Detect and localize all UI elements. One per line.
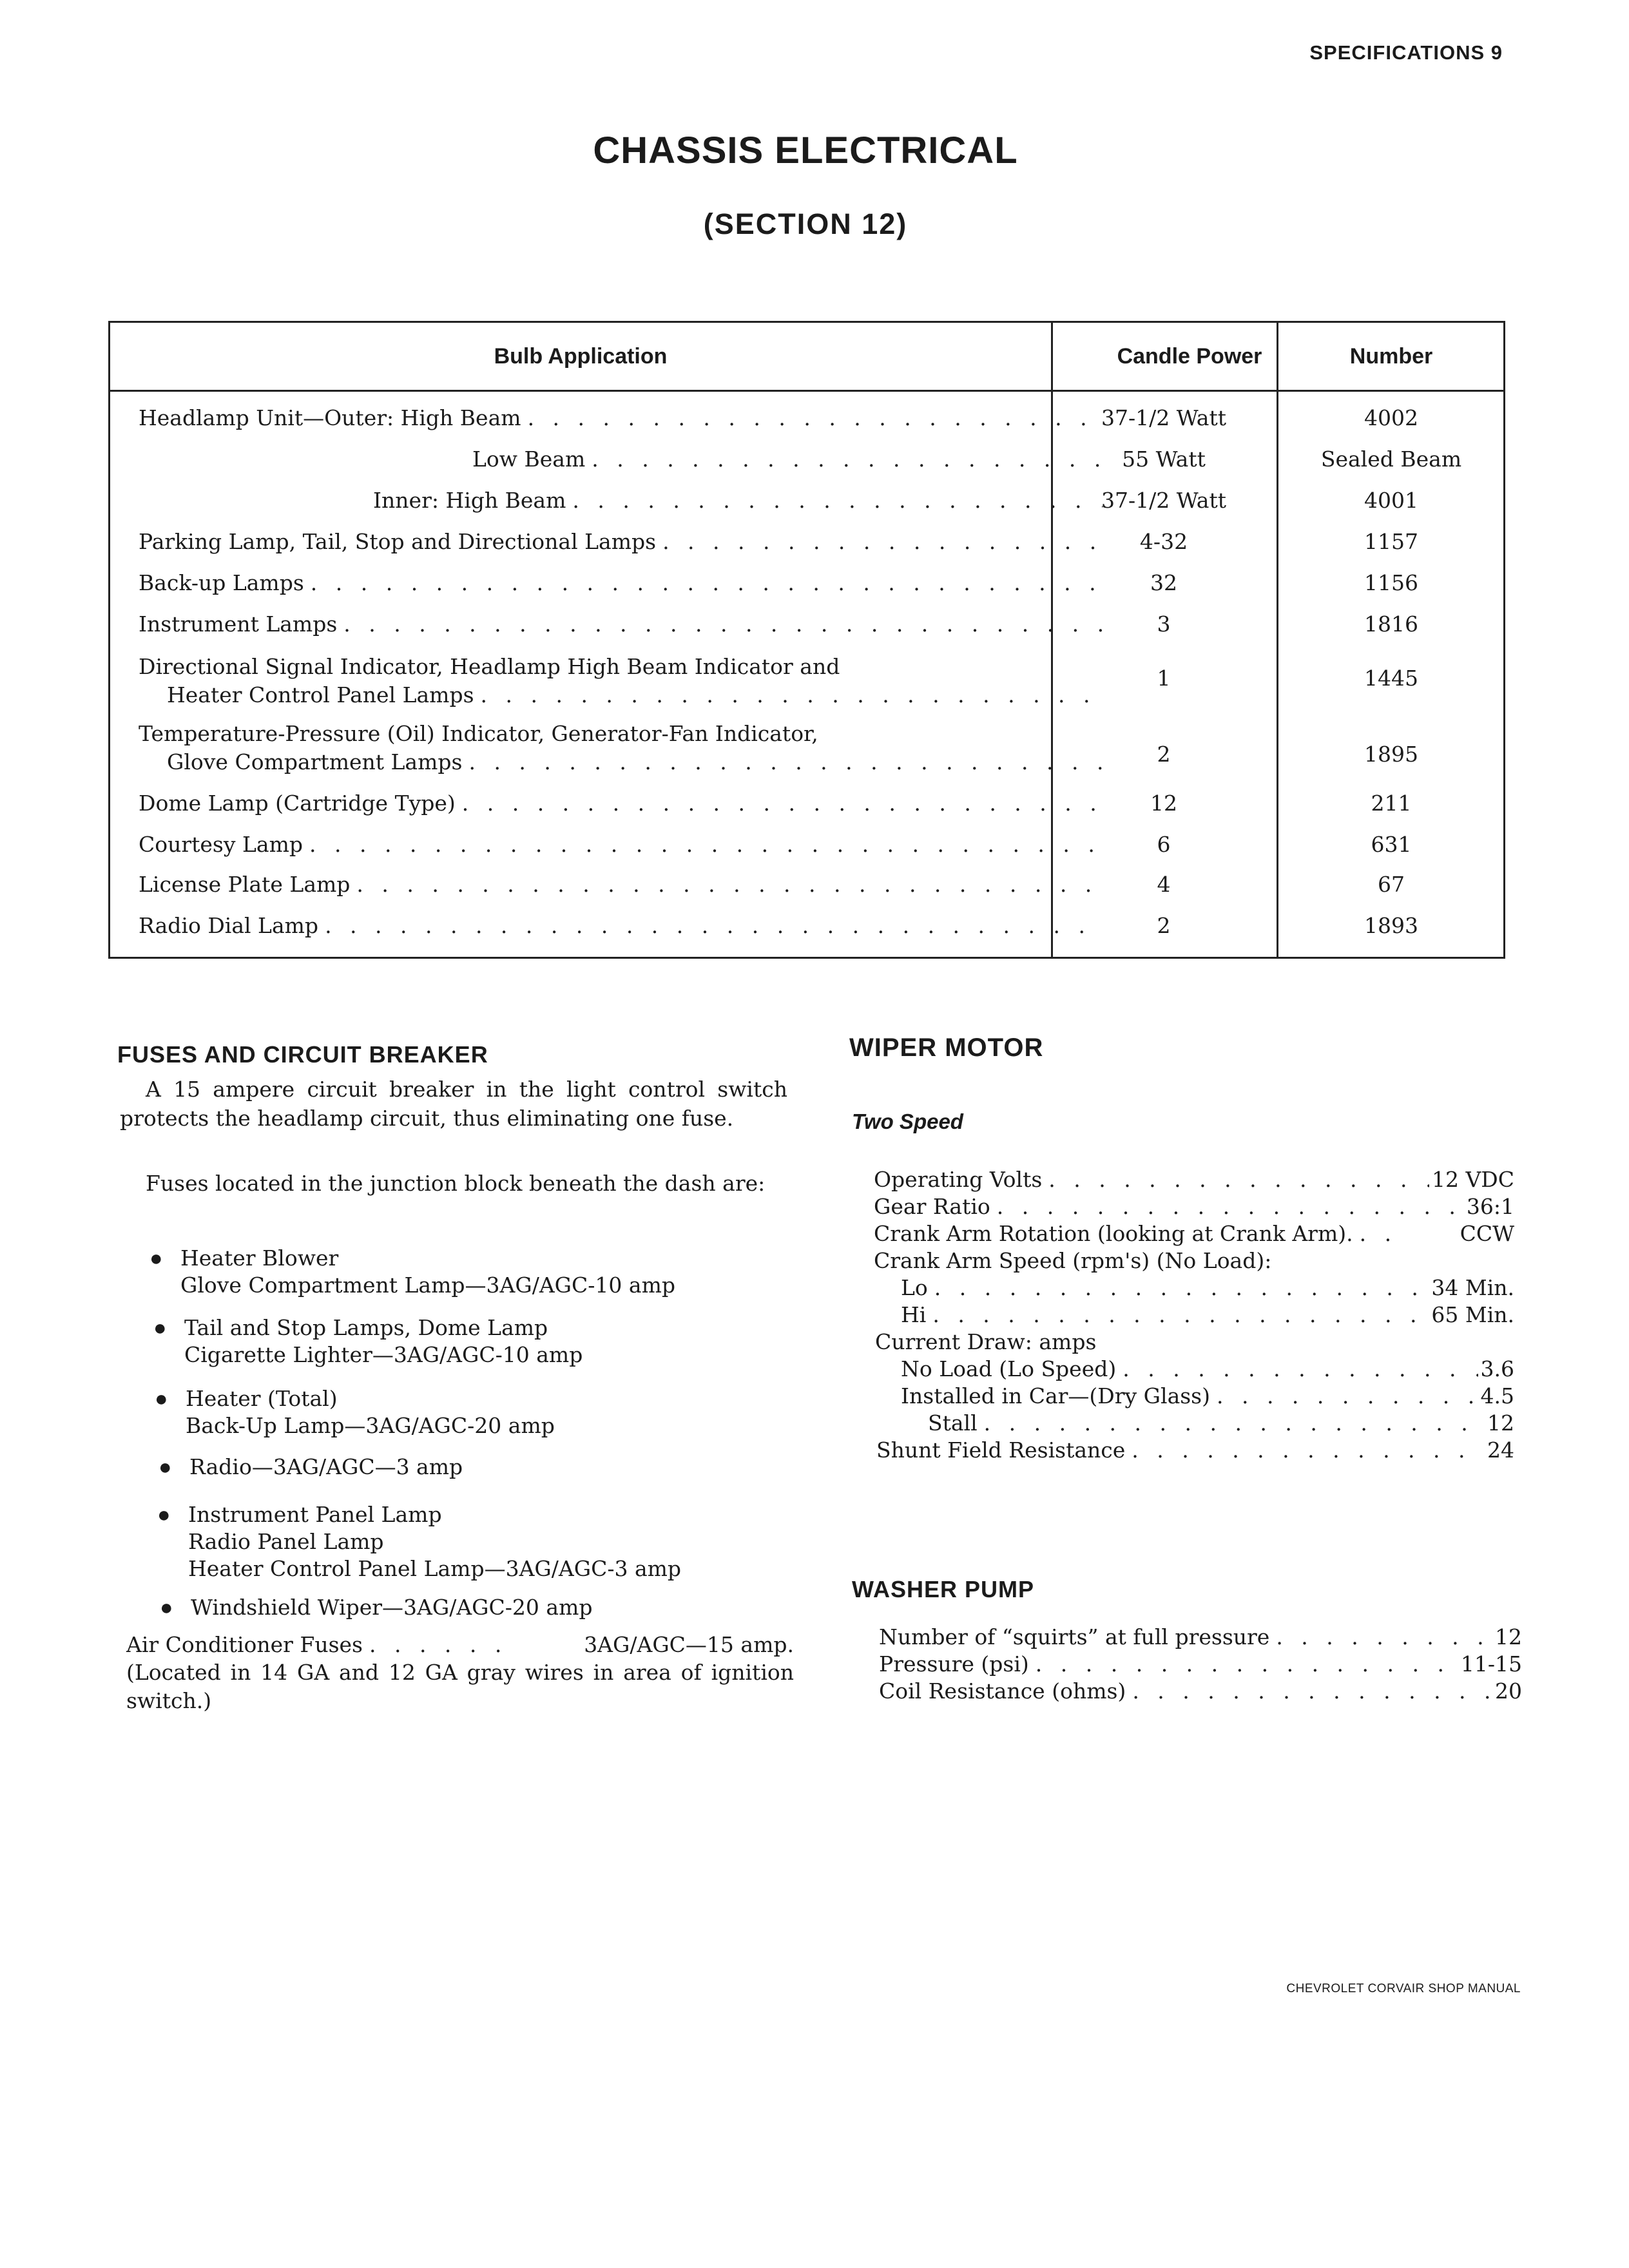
- candle-power: 3: [1157, 611, 1171, 637]
- candle-power: 37-1/2 Watt: [1101, 488, 1226, 513]
- bulb-number: 67: [1378, 872, 1405, 897]
- bulb-number: 1157: [1364, 529, 1418, 554]
- bulb-application: Headlamp Unit—Outer: High Beam . . .: [139, 405, 1103, 430]
- page-title: CHASSIS ELECTRICAL: [593, 130, 1018, 171]
- candle-power: 4: [1157, 872, 1171, 897]
- wiper-spec-row: Stall . . . 12: [928, 1410, 1514, 1437]
- washer-spec-row: Pressure (psi) . . . 11-15: [879, 1651, 1522, 1678]
- fuse-item: ● Radio—3AG/AGC—3 amp: [159, 1454, 463, 1479]
- wiper-spec-row: Crank Arm Speed (rpm's) (No Load):: [874, 1248, 1272, 1273]
- wiper-spec-row: Installed in Car—(Dry Glass) . . . 4.5: [901, 1383, 1514, 1410]
- bulb-number: 1895: [1364, 742, 1418, 767]
- wiper-spec-row: Shunt Field Resistance . . . 24: [876, 1437, 1514, 1464]
- wiper-spec-row: Gear Ratio . . . 36:1: [874, 1193, 1514, 1220]
- bullet-icon: ●: [157, 1503, 171, 1527]
- bulb-application: Courtesy Lamp . . .: [139, 832, 1103, 857]
- candle-power: 37-1/2 Watt: [1101, 405, 1226, 430]
- ac-fuse-note: (Located in 14 GA and 12 GA gray wires in area of ignition switch.): [126, 1660, 794, 1713]
- bulb-number: 631: [1371, 832, 1412, 857]
- bulb-application: Glove Compartment Lamps . . .: [167, 749, 1103, 774]
- fuse-item: ● Heater (Total) Back-Up Lamp—3AG/AGC-20 amp: [155, 1386, 555, 1438]
- washer-spec-row: Number of “squirts” at full pressure . . . 12: [879, 1624, 1522, 1651]
- candle-power: 12: [1150, 791, 1177, 816]
- col-header-number: Number: [1349, 344, 1433, 369]
- candle-power: 4-32: [1139, 529, 1188, 554]
- bulb-application-line1: Temperature-Pressure (Oil) Indicator, Generator-Fan Indicator,: [139, 721, 818, 746]
- col-header-candle-power: Candle Power: [1117, 344, 1262, 369]
- wiper-spec-row: Operating Volts . . . 12 VDC: [874, 1166, 1514, 1193]
- fuse-item: ● Tail and Stop Lamps, Dome Lamp Cigarette Lighter—3AG/AGC-10 amp: [153, 1315, 583, 1367]
- fuses-intro: A 15 ampere circuit breaker in the light control switch protects the headlamp circuit, thus eliminating one fuse.: [120, 1077, 787, 1131]
- fuses-lead: Fuses located in the junction block beneath the dash are:: [146, 1171, 766, 1196]
- running-head: SPECIFICATIONS 9: [1309, 41, 1503, 64]
- candle-power: 2: [1157, 742, 1171, 767]
- bullet-icon: ●: [159, 1455, 172, 1479]
- bulb-number: Sealed Beam: [1320, 447, 1462, 472]
- header-divider: [110, 390, 1503, 392]
- page-subtitle: (SECTION 12): [703, 207, 908, 240]
- candle-power: 55 Watt: [1122, 447, 1206, 472]
- bulb-application: Inner: High Beam . . .: [373, 488, 1103, 513]
- bulb-application: Back-up Lamps . . .: [139, 570, 1103, 595]
- candle-power: 6: [1157, 832, 1171, 857]
- wiper-spec-row: Hi . . . 65 Min.: [901, 1302, 1514, 1329]
- bulb-application: Dome Lamp (Cartridge Type) . . .: [139, 791, 1103, 816]
- bullet-icon: ●: [155, 1387, 168, 1411]
- bulb-application-line1: Directional Signal Indicator, Headlamp High Beam Indicator and: [139, 654, 840, 679]
- bulb-application: Parking Lamp, Tail, Stop and Directional Lamps . . .: [139, 529, 1103, 554]
- bulb-number: 1156: [1364, 570, 1418, 595]
- bulb-application: Instrument Lamps . . .: [139, 611, 1103, 637]
- fuses-heading: FUSES AND CIRCUIT BREAKER: [117, 1041, 488, 1068]
- bulb-application: Low Beam . . .: [472, 447, 1103, 472]
- wiper-spec-row: Crank Arm Rotation (looking at Crank Arm). . . . CCW: [874, 1220, 1514, 1247]
- bulb-number: 4002: [1364, 405, 1418, 430]
- candle-power: 32: [1150, 570, 1177, 595]
- bulb-application: License Plate Lamp . . .: [139, 872, 1103, 897]
- wiper-subheading: Two Speed: [852, 1110, 963, 1133]
- bulb-table: [108, 321, 1505, 959]
- ac-fuse-spec: Air Conditioner Fuses . . . 3AG/AGC—15 amp.: [126, 1631, 794, 1658]
- bulb-number: 4001: [1364, 488, 1418, 513]
- bulb-application: Radio Dial Lamp . . .: [139, 913, 1103, 938]
- wiper-spec-row: Current Draw: amps: [875, 1329, 1097, 1354]
- bulb-number: 1445: [1364, 666, 1418, 691]
- bullet-icon: ●: [149, 1246, 163, 1271]
- bullet-icon: ●: [160, 1595, 173, 1620]
- wiper-spec-row: Lo . . . 34 Min.: [901, 1274, 1514, 1302]
- candle-power: 1: [1157, 666, 1171, 691]
- bulb-number: 1816: [1364, 611, 1418, 637]
- wiper-heading: WIPER MOTOR: [849, 1033, 1044, 1062]
- fuse-item: ● Heater Blower Glove Compartment Lamp—3AG/AGC-10 amp: [149, 1245, 675, 1298]
- candle-power: 2: [1157, 913, 1171, 938]
- bulb-application: Heater Control Panel Lamps . . .: [167, 682, 1103, 707]
- bullet-icon: ●: [153, 1316, 167, 1340]
- bulb-number: 211: [1371, 791, 1412, 816]
- wiper-spec-row: No Load (Lo Speed) . . . 3.6: [901, 1356, 1514, 1383]
- fuse-item: ● Windshield Wiper—3AG/AGC-20 amp: [160, 1595, 593, 1620]
- washer-heading: WASHER PUMP: [852, 1576, 1035, 1602]
- washer-spec-row: Coil Resistance (ohms) . . . 20: [879, 1678, 1522, 1705]
- fuse-item: ● Instrument Panel Lamp Radio Panel Lamp Heater Control Panel Lamp—3AG/AGC-3 amp: [157, 1502, 682, 1581]
- footer-note: CHEVROLET CORVAIR SHOP MANUAL: [1286, 1982, 1521, 1995]
- col-header-application: Bulb Application: [494, 344, 668, 369]
- bulb-number: 1893: [1364, 913, 1418, 938]
